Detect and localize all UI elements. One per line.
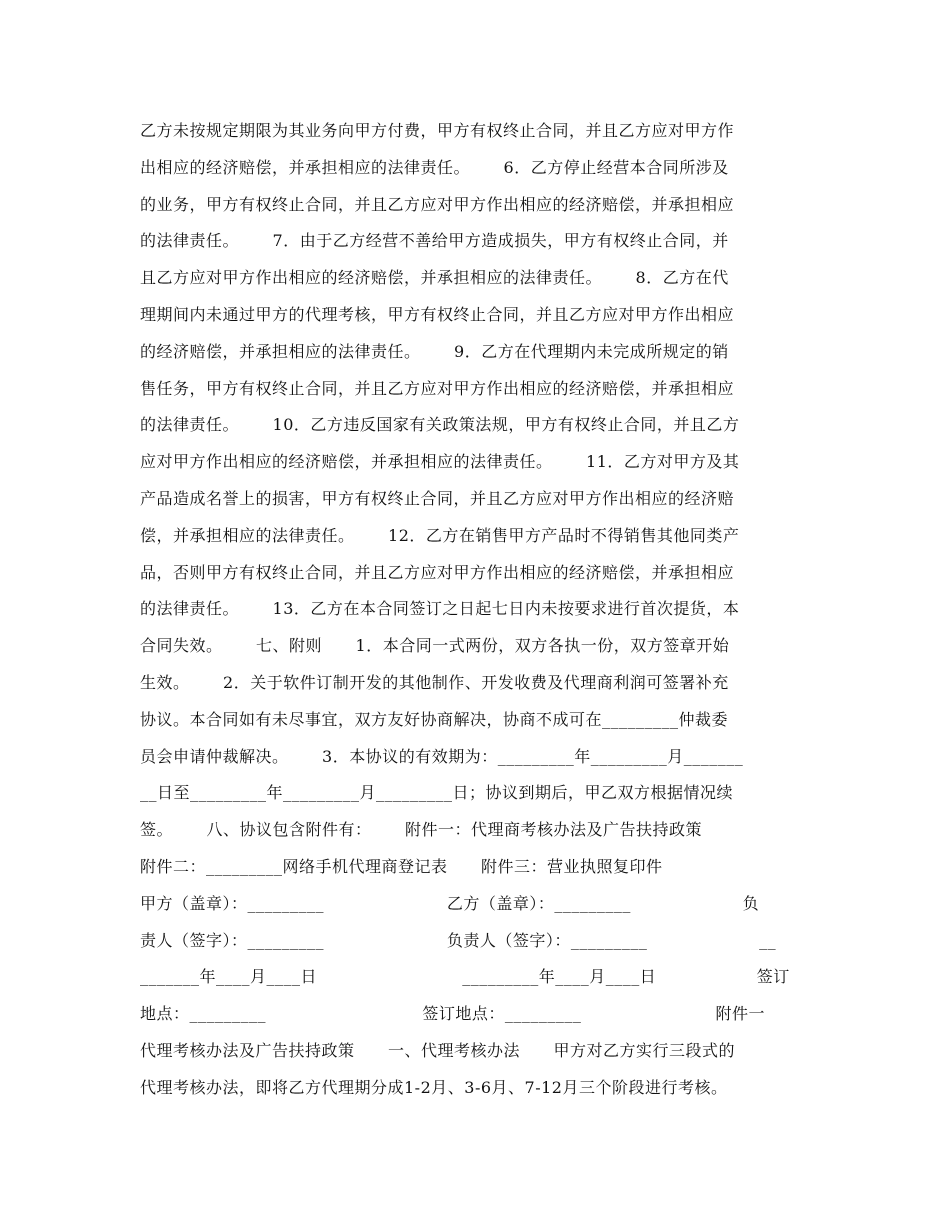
text-line: 售任务，甲方有权终止合同，并且乙方应对甲方作出相应的经济赔偿，并承担相应 (140, 378, 735, 398)
text-line: 代理考核办法及广告扶持政策 一、代理考核办法 甲方对乙方实行三段式的 (140, 1040, 736, 1060)
signature-line: _______年____月____日 _________年____月____日 签订 (140, 967, 790, 987)
text-line: 出相应的经济赔偿，并承担相应的法律责任。 6．乙方停止经营本合同所涉及 (140, 157, 729, 177)
text-line: 代理考核办法，即将乙方代理期分成1-2月、3-6月、7-12月三个阶段进行考核。 (140, 1077, 728, 1097)
signature-line: 责人（签字）：_________ 负责人（签字）：_________ __ (140, 930, 777, 950)
text-line: 的法律责任。 13．乙方在本合同签订之日起七日内未按要求进行首次提货，本 (140, 599, 740, 619)
document-body (140, 113, 812, 1107)
text-line: 的法律责任。 7．由于乙方经营不善给甲方造成损失，甲方有权终止合同，并 (140, 231, 729, 251)
text-line: 合同失效。 七、附则 1．本合同一式两份，双方各执一份，双方签章开始 (140, 636, 730, 656)
text-line: 应对甲方作出相应的经济赔偿，并承担相应的法律责任。 11．乙方对甲方及其 (140, 452, 740, 472)
text-line: __日至_________年_________月_________日；协议到期后，甲乙双方根据情况续 (140, 783, 734, 803)
signature-line: 甲方（盖章）：_________ 乙方（盖章）：_________ 负 (140, 893, 760, 913)
text-line: 乙方未按规定期限为其业务向甲方付费，甲方有权终止合同，并且乙方应对甲方作 (140, 121, 735, 140)
text-line: 品，否则甲方有权终止合同，并且乙方应对甲方作出相应的经济赔偿，并承担相应 (140, 562, 735, 582)
text-line: 生效。 2．关于软件订制开发的其他制作、开发收费及代理商利润可签署补充 (140, 672, 729, 692)
text-line: 产品造成名誉上的损害，甲方有权终止合同，并且乙方应对甲方作出相应的经济赔 (140, 488, 735, 508)
text-line: 偿，并承担相应的法律责任。 12．乙方在销售甲方产品时不得销售其他同类产 (140, 525, 740, 545)
text-line: 签。 八、协议包含附件有： 附件一：代理商考核办法及广告扶持政策 (140, 820, 703, 840)
text-line: 员会申请仲裁解决。 3．本协议的有效期为：_________年_________月_______ (140, 746, 744, 766)
text-line: 理期间内未通过甲方的代理考核，甲方有权终止合同，并且乙方应对甲方作出相应 (140, 304, 735, 324)
text-line: 的法律责任。 10．乙方违反国家有关政策法规，甲方有权终止合同，并且乙方 (140, 415, 740, 435)
text-line: 的业务，甲方有权终止合同，并且乙方应对甲方作出相应的经济赔偿，并承担相应 (140, 194, 735, 214)
text-line: 协议。本合同如有未尽事宜，双方友好协商解决，协商不成可在_________仲裁委 (140, 709, 729, 729)
text-line: 附件二：_________网络手机代理商登记表 附件三：营业执照复印件 (140, 856, 663, 876)
signature-line: 地点：_________ 签订地点：_________ 附件一 (140, 1004, 765, 1024)
text-line: 的经济赔偿，并承担相应的法律责任。 9．乙方在代理期内未完成所规定的销 (140, 341, 729, 361)
text-line: 且乙方应对甲方作出相应的经济赔偿，并承担相应的法律责任。 8．乙方在代 (140, 268, 729, 288)
